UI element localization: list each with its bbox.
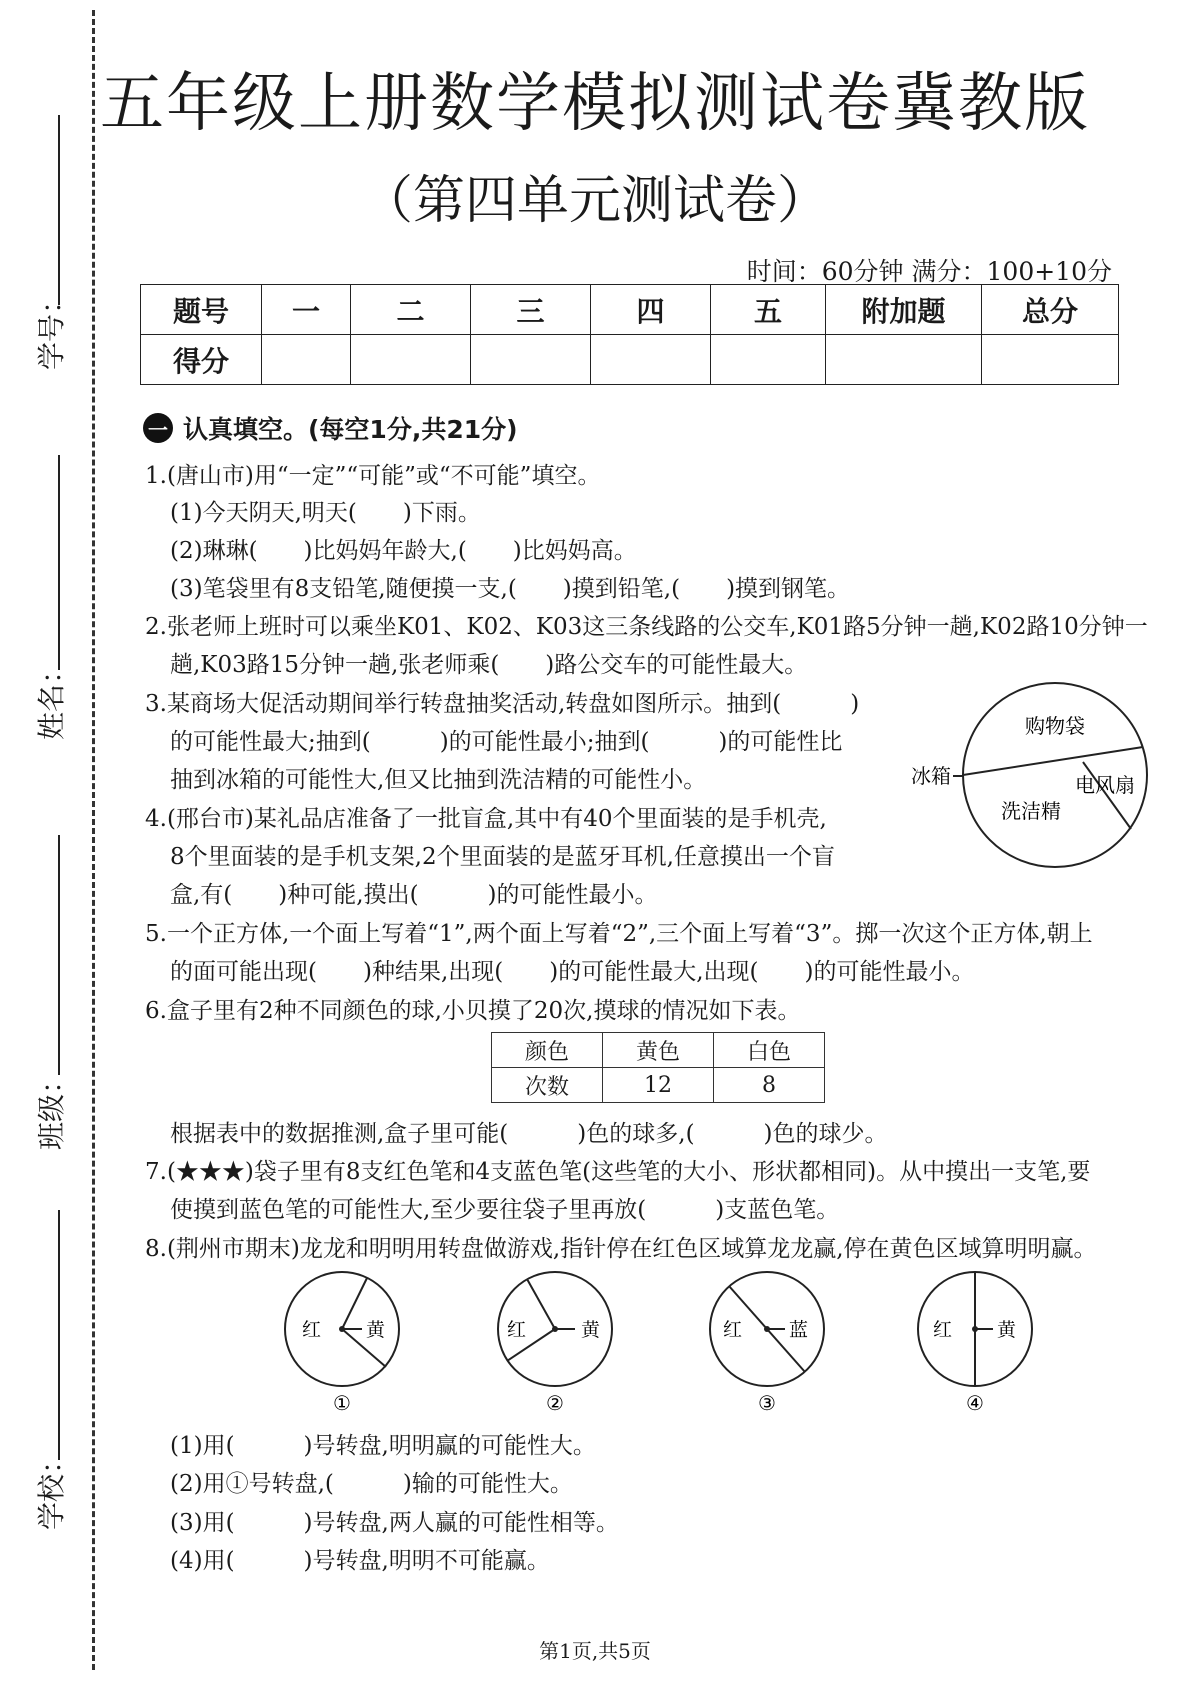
question-3-cont: 的可能性最大;抽到( )的可能性最小;抽到( )的可能性比 [170, 729, 843, 755]
spinner-label-left: 红 [723, 1319, 743, 1341]
spinner-label-left: 红 [933, 1319, 953, 1341]
question-4-cont: 8个里面装的是手机支架,2个里面装的是蓝牙耳机,任意摸出一个盲 [170, 844, 835, 870]
spinner-center [552, 1326, 558, 1332]
score-value-row [141, 335, 1119, 385]
spinner-1 [270, 1268, 420, 1418]
score-cell[interactable] [826, 335, 982, 385]
question-8-2: (2)用①号转盘,( )输的可能性大。 [170, 1471, 573, 1497]
page-title: 五年级上册数学模拟测试卷冀教版 [100, 67, 1090, 141]
question-3-cont2: 抽到冰箱的可能性大,但又比抽到洗洁精的可能性小。 [170, 767, 707, 793]
spinner-number: ① [333, 1391, 351, 1415]
question-6-cont: 根据表中的数据推测,盒子里可能( )色的球多,( )色的球少。 [170, 1121, 888, 1147]
score-cell[interactable] [262, 335, 351, 385]
spinner-3 [697, 1268, 847, 1418]
ball-table-cell: 次数 [492, 1068, 603, 1103]
xuehao-label: 学号： [35, 285, 68, 370]
spinner-4 [905, 1268, 1055, 1418]
score-header-cell: 二 [351, 285, 471, 335]
ball-table-row [492, 1068, 825, 1103]
spinner-center [764, 1326, 770, 1332]
score-cell[interactable] [591, 335, 711, 385]
question-7-cont: 使摸到蓝色笔的可能性大,至少要往袋子里再放( )支蓝色笔。 [170, 1197, 840, 1223]
question-8: 8.(荆州市期末)龙龙和明明用转盘做游戏,指针停在红色区域算龙龙赢,停在黄色区域算明明赢。 [145, 1236, 1097, 1262]
wheel-label-gouwudai: 购物袋 [1025, 714, 1085, 738]
ball-table-cell: 8 [714, 1068, 825, 1103]
time-info: 时间：60分钟 满分：100+10分 [746, 257, 1112, 286]
page-subtitle: （第四单元测试卷） [360, 171, 829, 231]
question-1-3: (3)笔袋里有8支铅笔,随便摸一支,( )摸到铅笔,( )摸到钢笔。 [170, 576, 851, 602]
question-2: 2.张老师上班时可以乘坐K01、K02、K03这三条线路的公交车,K01路5分钟一趟,K02路10分钟一 [145, 614, 1148, 640]
ball-table-header: 黄色 [603, 1033, 714, 1068]
banji-label: 班级： [35, 1065, 68, 1150]
question-7: 7.(★★★)袋子里有8支红色笔和4支蓝色笔(这些笔的大小、形状都相同)。从中摸出一支笔,要 [145, 1159, 1091, 1185]
spinner-divider [527, 1279, 555, 1329]
ball-table-header: 颜色 [492, 1033, 603, 1068]
banji-line [58, 835, 60, 1075]
score-header-cell: 五 [711, 285, 826, 335]
ball-table-cell: 12 [603, 1068, 714, 1103]
score-cell[interactable] [351, 335, 471, 385]
spinner-label-right: 黄 [581, 1319, 601, 1341]
score-cell[interactable] [711, 335, 826, 385]
spinner-divider [342, 1278, 367, 1329]
score-row-label: 得分 [141, 335, 262, 385]
spinner-label-right: 蓝 [789, 1319, 809, 1341]
spinner-number: ④ [966, 1391, 984, 1415]
question-1: 1.(唐山市)用“一定”“可能”或“不可能”填空。 [145, 463, 601, 489]
question-5: 5.一个正方体,一个面上写着“1”,两个面上写着“2”,三个面上写着“3”。掷一次这个正方体,朝上 [145, 921, 1093, 947]
wheel-label-dianfengshan: 电风扇 [1075, 773, 1135, 797]
binding-dashed-line [92, 10, 95, 1670]
section-number-icon: 一 [143, 413, 173, 443]
question-4: 4.(邢台市)某礼品店准备了一批盲盒,其中有40个里面装的是手机壳, [145, 806, 827, 832]
question-2-cont: 趟,K03路15分钟一趟,张老师乘( )路公交车的可能性最大。 [170, 652, 808, 678]
question-5-cont: 的面可能出现( )种结果,出现( )的可能性最大,出现( )的可能性最小。 [170, 959, 975, 985]
question-4-cont2: 盒,有( )种可能,摸出( )的可能性最小。 [170, 882, 658, 908]
xuexiao-line [58, 1210, 60, 1460]
score-header-cell: 四 [591, 285, 711, 335]
ball-table-header: 白色 [714, 1033, 825, 1068]
wheel-label-bingxiang: 冰箱 [911, 764, 951, 788]
score-table [140, 284, 1119, 385]
question-3: 3.某商场大促活动期间举行转盘抽奖活动,转盘如图所示。抽到( ) [145, 691, 860, 717]
spinner-label-right: 黄 [366, 1319, 386, 1341]
question-1-1: (1)今天阴天,明天( )下雨。 [170, 500, 481, 526]
ball-count-table [491, 1032, 825, 1103]
section-title: 认真填空。(每空1分,共21分) [183, 415, 518, 444]
score-header-row [141, 285, 1119, 335]
xingming-label: 姓名： [35, 655, 68, 740]
question-8-4: (4)用( )号转盘,明明不可能赢。 [170, 1548, 550, 1574]
spinner-number: ③ [758, 1391, 776, 1415]
score-header-cell: 一 [262, 285, 351, 335]
score-header-cell: 题号 [141, 285, 262, 335]
spinner-label-left: 红 [302, 1319, 322, 1341]
score-header-cell: 三 [471, 285, 591, 335]
spinner-center [339, 1326, 345, 1332]
question-8-1: (1)用( )号转盘,明明赢的可能性大。 [170, 1433, 596, 1459]
lottery-wheel [905, 680, 1165, 880]
question-1-2: (2)琳琳( )比妈妈年龄大,( )比妈妈高。 [170, 538, 637, 564]
score-cell[interactable] [471, 335, 591, 385]
wheel-label-xijiejing: 洗洁精 [1001, 799, 1061, 823]
spinner-label-left: 红 [507, 1319, 527, 1341]
xingming-line [58, 455, 60, 670]
wheel-divider [963, 747, 1143, 775]
score-header-cell: 总分 [982, 285, 1119, 335]
question-8-3: (3)用( )号转盘,两人赢的可能性相等。 [170, 1510, 619, 1536]
page-footer: 第1页,共5页 [539, 1639, 651, 1663]
spinner-label-right: 黄 [997, 1319, 1017, 1341]
question-6: 6.盒子里有2种不同颜色的球,小贝摸了20次,摸球的情况如下表。 [145, 998, 801, 1024]
score-cell[interactable] [982, 335, 1119, 385]
section-heading [143, 410, 518, 446]
spinner-center [972, 1326, 978, 1332]
ball-table-header-row [492, 1033, 825, 1068]
xuexiao-label: 学校： [35, 1445, 68, 1530]
spinner-2 [485, 1268, 635, 1418]
spinner-number: ② [546, 1391, 564, 1415]
score-header-cell: 附加题 [826, 285, 982, 335]
